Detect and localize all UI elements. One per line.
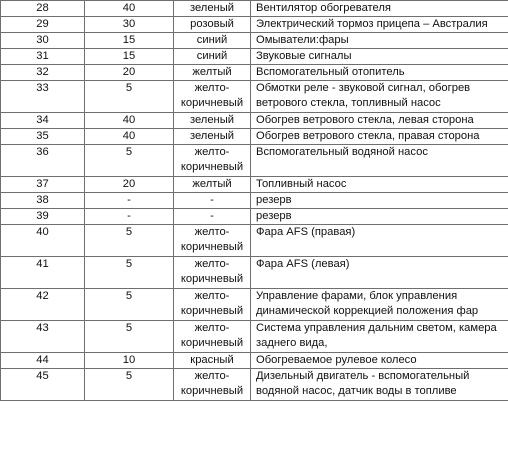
fuse-number-cell: 35 bbox=[1, 129, 85, 145]
fuse-color-cell: зеленый bbox=[174, 1, 251, 17]
fuse-number-cell: 38 bbox=[1, 193, 85, 209]
fuse-amperage-cell: - bbox=[85, 193, 174, 209]
table-row bbox=[1, 321, 508, 353]
fuse-color-cell: - bbox=[174, 209, 251, 225]
fuse-description-cell: Электрический тормоз прицепа – Австралия bbox=[251, 17, 508, 33]
table-row bbox=[1, 257, 508, 289]
table-row bbox=[1, 225, 508, 257]
fuse-color-cell: желто-коричневый bbox=[174, 369, 251, 401]
fuse-description-cell: Фара AFS (правая) bbox=[251, 225, 508, 257]
fuse-amperage-cell: 5 bbox=[85, 321, 174, 353]
fuse-color-cell: зеленый bbox=[174, 129, 251, 145]
table-row bbox=[1, 177, 508, 193]
fuse-amperage-cell: 5 bbox=[85, 369, 174, 401]
fuse-description-cell: Обогрев ветрового стекла, правая сторона bbox=[251, 129, 508, 145]
table-row bbox=[1, 17, 508, 33]
fuse-amperage-cell: 15 bbox=[85, 49, 174, 65]
fuse-color-cell: желто-коричневый bbox=[174, 81, 251, 113]
table-row bbox=[1, 145, 508, 177]
fuse-number-cell: 39 bbox=[1, 209, 85, 225]
fuse-amperage-cell: 20 bbox=[85, 65, 174, 81]
fuse-color-cell: желто-коричневый bbox=[174, 145, 251, 177]
fuse-number-cell: 36 bbox=[1, 145, 85, 177]
table-row bbox=[1, 353, 508, 369]
fuse-number-cell: 33 bbox=[1, 81, 85, 113]
fuse-number-cell: 45 bbox=[1, 369, 85, 401]
fuse-color-cell: желто-коричневый bbox=[174, 321, 251, 353]
fuse-amperage-cell: 5 bbox=[85, 225, 174, 257]
fuse-description-cell: Обмотки реле - звуковой сигнал, обогрев ветрового стекла, топливный насос bbox=[251, 81, 508, 113]
fuse-number-cell: 43 bbox=[1, 321, 85, 353]
fuse-description-cell: резерв bbox=[251, 193, 508, 209]
fuse-amperage-cell: 10 bbox=[85, 353, 174, 369]
fuse-description-cell: Вспомогательный отопитель bbox=[251, 65, 508, 81]
fuse-description-cell: Система управления дальним светом, камера заднего вида, bbox=[251, 321, 508, 353]
fuse-color-cell: зеленый bbox=[174, 113, 251, 129]
fuse-number-cell: 29 bbox=[1, 17, 85, 33]
fuse-description-cell: Топливный насос bbox=[251, 177, 508, 193]
fuse-number-cell: 31 bbox=[1, 49, 85, 65]
fuse-number-cell: 44 bbox=[1, 353, 85, 369]
fuse-color-cell: синий bbox=[174, 49, 251, 65]
fuse-amperage-cell: 5 bbox=[85, 81, 174, 113]
fuse-description-cell: Обогреваемое рулевое колесо bbox=[251, 353, 508, 369]
fuse-amperage-cell: 15 bbox=[85, 33, 174, 49]
fuse-description-cell: Управление фарами, блок управления динамической коррекцией положения фар bbox=[251, 289, 508, 321]
table-row bbox=[1, 33, 508, 49]
table-row bbox=[1, 49, 508, 65]
fuse-table-body bbox=[1, 1, 508, 401]
fuse-amperage-cell: 40 bbox=[85, 1, 174, 17]
fuse-description-cell: Дизельный двигатель - вспомогательный водяной насос, датчик воды в топливе bbox=[251, 369, 508, 401]
fuse-number-cell: 30 bbox=[1, 33, 85, 49]
fuse-color-cell: синий bbox=[174, 33, 251, 49]
fuse-amperage-cell: 40 bbox=[85, 129, 174, 145]
fuse-color-cell: желто-коричневый bbox=[174, 225, 251, 257]
fuse-number-cell: 34 bbox=[1, 113, 85, 129]
fuse-number-cell: 28 bbox=[1, 1, 85, 17]
fuse-color-cell: красный bbox=[174, 353, 251, 369]
fuse-amperage-cell: 5 bbox=[85, 289, 174, 321]
table-row bbox=[1, 65, 508, 81]
table-row bbox=[1, 1, 508, 17]
fuse-amperage-cell: 5 bbox=[85, 145, 174, 177]
fuse-amperage-cell: 20 bbox=[85, 177, 174, 193]
fuse-number-cell: 32 bbox=[1, 65, 85, 81]
fuse-description-cell: Вентилятор обогревателя bbox=[251, 1, 508, 17]
fuse-color-cell: желтый bbox=[174, 177, 251, 193]
fuse-amperage-cell: - bbox=[85, 209, 174, 225]
fuse-description-cell: Фара AFS (левая) bbox=[251, 257, 508, 289]
fuse-description-cell: Омыватели:фары bbox=[251, 33, 508, 49]
table-row bbox=[1, 369, 508, 401]
table-row bbox=[1, 129, 508, 145]
fuse-description-cell: Обогрев ветрового стекла, левая сторона bbox=[251, 113, 508, 129]
fuse-amperage-cell: 5 bbox=[85, 257, 174, 289]
fuse-color-cell: - bbox=[174, 193, 251, 209]
table-row bbox=[1, 289, 508, 321]
table-row bbox=[1, 113, 508, 129]
fuse-description-cell: Звуковые сигналы bbox=[251, 49, 508, 65]
fuse-color-cell: желто-коричневый bbox=[174, 289, 251, 321]
fuse-description-cell: Вспомогательный водяной насос bbox=[251, 145, 508, 177]
fuse-number-cell: 40 bbox=[1, 225, 85, 257]
fuse-description-cell: резерв bbox=[251, 209, 508, 225]
fuse-number-cell: 41 bbox=[1, 257, 85, 289]
fuse-amperage-cell: 40 bbox=[85, 113, 174, 129]
table-row bbox=[1, 209, 508, 225]
fuse-color-cell: желтый bbox=[174, 65, 251, 81]
fuse-number-cell: 37 bbox=[1, 177, 85, 193]
fuse-amperage-cell: 30 bbox=[85, 17, 174, 33]
fuse-color-cell: желто-коричневый bbox=[174, 257, 251, 289]
fuse-color-cell: розовый bbox=[174, 17, 251, 33]
table-row bbox=[1, 193, 508, 209]
table-row bbox=[1, 81, 508, 113]
fuse-number-cell: 42 bbox=[1, 289, 85, 321]
